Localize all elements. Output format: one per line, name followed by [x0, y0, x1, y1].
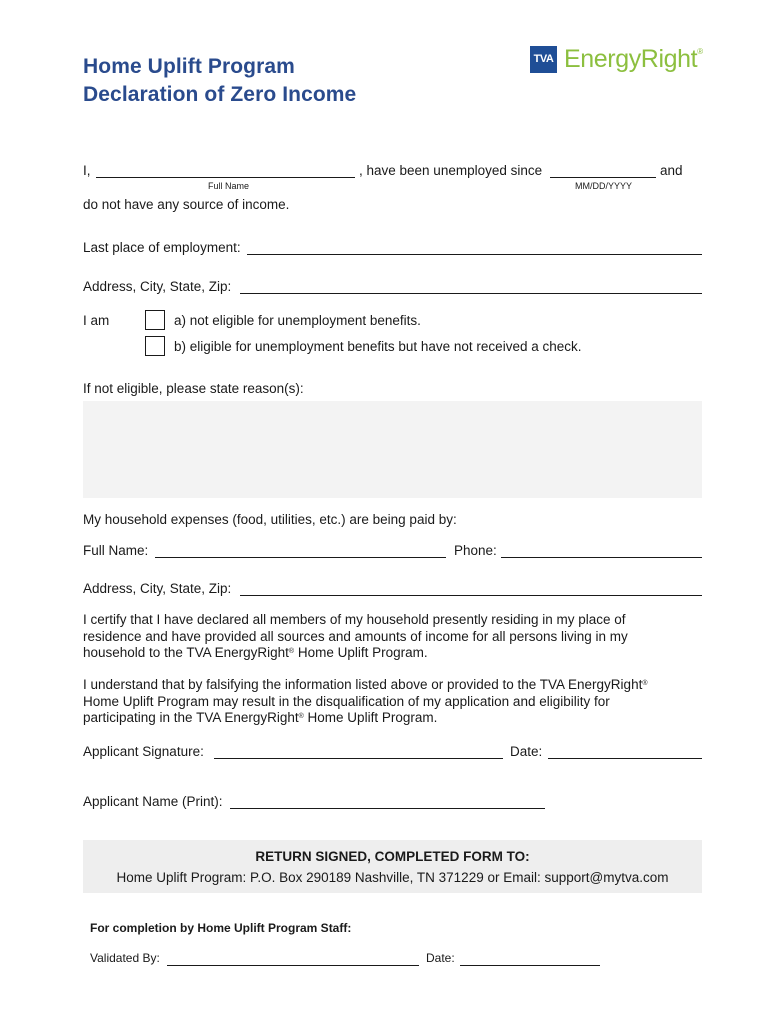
address-label: Address, City, State, Zip: [83, 279, 232, 294]
applicant-signature-label: Applicant Signature: [83, 744, 204, 759]
certify-line: residence and have provided all sources and amounts of income for all persons living in my [83, 628, 628, 644]
household-intro: My household expenses (food, utilities, etc.) are being paid by: [83, 512, 457, 527]
household-address-field[interactable] [240, 595, 702, 596]
full-name-field[interactable] [96, 177, 355, 178]
page-title: Home Uplift Program [83, 55, 295, 78]
date-format-hint: MM/DD/YYYY [575, 181, 633, 191]
signature-date-label: Date: [510, 744, 543, 759]
full-name-hint: Full Name [208, 181, 250, 191]
return-address: Home Uplift Program: P.O. Box 290189 Nashville, TN 371229 or Email: support@mytva.com [116, 870, 669, 885]
signature-date-field[interactable] [548, 758, 702, 759]
reason-label: If not eligible, please state reason(s): [83, 381, 304, 396]
certify-paragraph [83, 612, 703, 662]
page-subtitle: Declaration of Zero Income [83, 83, 357, 106]
household-address-label: Address, City, State, Zip: [83, 581, 232, 596]
return-title: RETURN SIGNED, COMPLETED FORM TO: [255, 849, 530, 864]
tva-logo-mark: TVA [530, 46, 557, 73]
understand-paragraph [83, 677, 703, 727]
energyright-text: EnergyRight [564, 44, 698, 73]
understand-line [83, 710, 703, 727]
certify-line [83, 645, 703, 662]
tva-energyright-logo [530, 44, 710, 74]
validated-by-field[interactable] [167, 965, 419, 966]
declaration-line2: do not have any source of income. [83, 197, 290, 212]
energyright-wordmark [564, 45, 703, 74]
staff-date-field[interactable] [460, 965, 600, 966]
understand-text: I understand that by falsifying the information listed above or provided to the TVA EnergyRight [83, 677, 643, 692]
applicant-signature-field[interactable] [214, 758, 503, 759]
certify-line: I certify that I have declared all members of my household presently residing in my place of [83, 612, 626, 627]
understand-text: Home Uplift Program. [303, 710, 438, 725]
last-employment-field[interactable] [247, 254, 702, 255]
eligible-no-check-label: b) eligible for unemployment benefits but have not received a check. [174, 339, 582, 354]
reason-textarea[interactable] [83, 401, 702, 498]
declaration-prefix: I, [83, 163, 91, 178]
staff-date-label: Date: [426, 951, 455, 965]
return-instructions-box [83, 840, 702, 893]
certify-text: household to the TVA EnergyRight [83, 645, 289, 660]
not-eligible-checkbox[interactable] [145, 310, 165, 330]
staff-heading: For completion by Home Uplift Program Staff: [90, 921, 352, 935]
not-eligible-label: a) not eligible for unemployment benefits. [174, 313, 421, 328]
validated-by-label: Validated By: [90, 951, 160, 965]
registered-mark: ® [288, 648, 295, 655]
household-fullname-field[interactable] [155, 557, 446, 558]
understand-line: Home Uplift Program may result in the disqualification of my application and eligibility for [83, 693, 610, 709]
registered-mark: ® [697, 46, 703, 56]
registered-mark: ® [642, 680, 648, 687]
last-employment-label: Last place of employment: [83, 240, 241, 255]
unemployed-since-date-field[interactable] [550, 177, 656, 178]
understand-line [83, 677, 703, 694]
eligible-no-check-checkbox[interactable] [145, 336, 165, 356]
understand-text: participating in the TVA EnergyRight [83, 710, 299, 725]
address-field[interactable] [240, 293, 702, 294]
applicant-name-field[interactable] [230, 808, 545, 809]
registered-mark: ® [298, 713, 304, 720]
declaration-middle: , have been unemployed since [359, 163, 543, 178]
declaration-suffix: and [660, 163, 683, 178]
certify-text: Home Uplift Program. [294, 645, 428, 660]
household-phone-label: Phone: [454, 543, 497, 558]
household-fullname-label: Full Name: [83, 543, 149, 558]
applicant-name-label: Applicant Name (Print): [83, 794, 223, 809]
household-phone-field[interactable] [501, 557, 702, 558]
i-am-label: I am [83, 313, 110, 328]
